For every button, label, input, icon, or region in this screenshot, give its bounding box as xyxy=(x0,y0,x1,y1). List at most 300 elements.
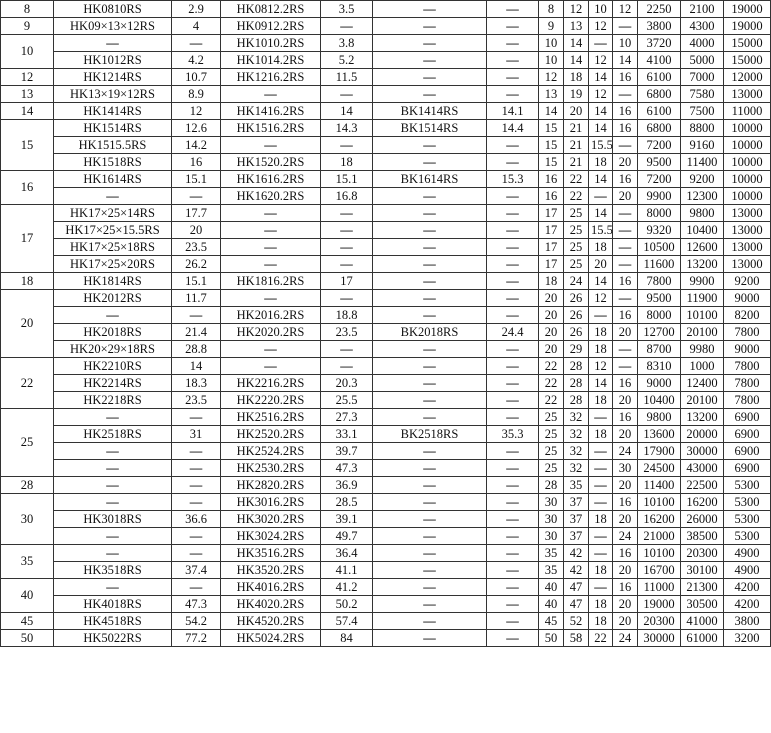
cell-outer-dia: 25 xyxy=(564,239,589,256)
cell-shaft-dia: 15 xyxy=(539,120,564,137)
cell-width-sealed: — xyxy=(613,222,638,239)
cell-drawn-cup-sealed: HK1616.2RS xyxy=(221,171,321,188)
cell-drawn-cup-sealed: HK2216.2RS xyxy=(221,375,321,392)
cell-dynamic-load: 9500 xyxy=(638,154,681,171)
cell-dynamic-load: 19000 xyxy=(638,596,681,613)
cell-width-open: 15.5 xyxy=(589,137,613,154)
cell-outer-dia: 29 xyxy=(564,341,589,358)
cell-mass-sealed: — xyxy=(321,18,373,35)
cell-width-open: — xyxy=(589,579,613,596)
cell-nominal-diameter: 45 xyxy=(1,613,54,630)
cell-shaft-dia: 8 xyxy=(539,1,564,18)
cell-static-load: 2100 xyxy=(681,1,724,18)
cell-dynamic-load: 16700 xyxy=(638,562,681,579)
table-row xyxy=(1,35,771,52)
cell-static-load: 9800 xyxy=(681,205,724,222)
cell-static-load: 13200 xyxy=(681,256,724,273)
cell-width-sealed: — xyxy=(613,18,638,35)
cell-nominal-diameter: 20 xyxy=(1,290,54,358)
cell-drawn-cup-sealed: HK2220.2RS xyxy=(221,392,321,409)
cell-drawn-cup-sealed: HK2530.2RS xyxy=(221,460,321,477)
cell-nominal-diameter: 50 xyxy=(1,630,54,647)
cell-mass-closed: 14.1 xyxy=(487,103,539,120)
cell-outer-dia: 32 xyxy=(564,409,589,426)
cell-limit-speed: 5300 xyxy=(724,494,771,511)
cell-dynamic-load: 6800 xyxy=(638,86,681,103)
cell-width-sealed: 20 xyxy=(613,613,638,630)
cell-closed-end: — xyxy=(373,511,487,528)
cell-limit-speed: 13000 xyxy=(724,256,771,273)
cell-mass-open: — xyxy=(172,494,221,511)
cell-mass-sealed: 41.1 xyxy=(321,562,373,579)
cell-closed-end: — xyxy=(373,460,487,477)
cell-width-open: 12 xyxy=(589,86,613,103)
cell-dynamic-load: 7800 xyxy=(638,273,681,290)
cell-closed-end: — xyxy=(373,290,487,307)
cell-mass-sealed: — xyxy=(321,222,373,239)
cell-shaft-dia: 17 xyxy=(539,256,564,273)
cell-static-load: 13200 xyxy=(681,409,724,426)
table-row xyxy=(1,205,771,222)
cell-closed-end: BK2518RS xyxy=(373,426,487,443)
cell-shaft-dia: 40 xyxy=(539,596,564,613)
cell-nominal-diameter: 14 xyxy=(1,103,54,120)
cell-limit-speed: 5300 xyxy=(724,511,771,528)
cell-mass-open: — xyxy=(172,307,221,324)
cell-mass-open: 23.5 xyxy=(172,392,221,409)
cell-mass-sealed: 50.2 xyxy=(321,596,373,613)
cell-closed-end: — xyxy=(373,18,487,35)
cell-mass-closed: — xyxy=(487,630,539,647)
cell-static-load: 7000 xyxy=(681,69,724,86)
cell-closed-end: — xyxy=(373,188,487,205)
cell-drawn-cup-sealed: HK4020.2RS xyxy=(221,596,321,613)
cell-drawn-cup-sealed: — xyxy=(221,86,321,103)
cell-mass-sealed: — xyxy=(321,256,373,273)
cell-closed-end: BK1514RS xyxy=(373,120,487,137)
cell-mass-closed: — xyxy=(487,511,539,528)
cell-mass-open: — xyxy=(172,579,221,596)
cell-width-sealed: 16 xyxy=(613,494,638,511)
cell-limit-speed: 10000 xyxy=(724,171,771,188)
cell-drawn-cup-sealed: HK1816.2RS xyxy=(221,273,321,290)
table-row xyxy=(1,239,771,256)
cell-mass-sealed: 23.5 xyxy=(321,324,373,341)
cell-drawn-cup-sealed: HK0912.2RS xyxy=(221,18,321,35)
cell-drawn-cup-sealed: HK2820.2RS xyxy=(221,477,321,494)
cell-width-sealed: 16 xyxy=(613,545,638,562)
cell-drawn-cup-sealed: HK1010.2RS xyxy=(221,35,321,52)
cell-static-load: 30100 xyxy=(681,562,724,579)
cell-shaft-dia: 28 xyxy=(539,477,564,494)
cell-static-load: 11900 xyxy=(681,290,724,307)
cell-mass-open: 47.3 xyxy=(172,596,221,613)
cell-static-load: 20100 xyxy=(681,324,724,341)
cell-mass-open: 23.5 xyxy=(172,239,221,256)
cell-outer-dia: 20 xyxy=(564,103,589,120)
table-row xyxy=(1,1,771,18)
table-row xyxy=(1,409,771,426)
table-row xyxy=(1,86,771,103)
cell-closed-end: — xyxy=(373,409,487,426)
cell-outer-dia: 32 xyxy=(564,426,589,443)
cell-limit-speed: 4900 xyxy=(724,562,771,579)
table-row xyxy=(1,358,771,375)
cell-mass-open: 12 xyxy=(172,103,221,120)
cell-width-open: 18 xyxy=(589,392,613,409)
cell-mass-open: 36.6 xyxy=(172,511,221,528)
cell-nominal-diameter: 25 xyxy=(1,409,54,477)
cell-width-open: 22 xyxy=(589,630,613,647)
cell-outer-dia: 22 xyxy=(564,171,589,188)
cell-width-open: 18 xyxy=(589,239,613,256)
cell-closed-end: — xyxy=(373,630,487,647)
cell-closed-end: BK1614RS xyxy=(373,171,487,188)
cell-outer-dia: 32 xyxy=(564,460,589,477)
cell-drawn-cup-sealed: HK3024.2RS xyxy=(221,528,321,545)
cell-mass-sealed: 39.7 xyxy=(321,443,373,460)
cell-width-open: — xyxy=(589,528,613,545)
cell-dynamic-load: 13600 xyxy=(638,426,681,443)
cell-mass-sealed: 47.3 xyxy=(321,460,373,477)
cell-width-sealed: 16 xyxy=(613,409,638,426)
cell-mass-closed: — xyxy=(487,494,539,511)
cell-width-sealed: 16 xyxy=(613,120,638,137)
cell-limit-speed: 13000 xyxy=(724,205,771,222)
cell-width-open: 10 xyxy=(589,1,613,18)
cell-outer-dia: 25 xyxy=(564,205,589,222)
cell-static-load: 10400 xyxy=(681,222,724,239)
cell-drawn-cup-open-end: HK2214RS xyxy=(54,375,172,392)
cell-limit-speed: 7800 xyxy=(724,392,771,409)
cell-drawn-cup-sealed: — xyxy=(221,239,321,256)
cell-width-sealed: 20 xyxy=(613,154,638,171)
cell-mass-closed: — xyxy=(487,596,539,613)
table-row xyxy=(1,562,771,579)
cell-drawn-cup-open-end: HK3018RS xyxy=(54,511,172,528)
cell-mass-open: — xyxy=(172,443,221,460)
cell-drawn-cup-sealed: HK0812.2RS xyxy=(221,1,321,18)
cell-static-load: 20000 xyxy=(681,426,724,443)
cell-limit-speed: 6900 xyxy=(724,460,771,477)
cell-width-open: 12 xyxy=(589,290,613,307)
cell-nominal-diameter: 28 xyxy=(1,477,54,494)
cell-width-sealed: 20 xyxy=(613,392,638,409)
cell-mass-closed: — xyxy=(487,460,539,477)
cell-shaft-dia: 30 xyxy=(539,528,564,545)
table-row xyxy=(1,307,771,324)
table-row xyxy=(1,511,771,528)
table-row xyxy=(1,375,771,392)
cell-width-sealed: 20 xyxy=(613,511,638,528)
cell-dynamic-load: 10100 xyxy=(638,545,681,562)
cell-width-sealed: 24 xyxy=(613,528,638,545)
table-row xyxy=(1,171,771,188)
cell-outer-dia: 21 xyxy=(564,154,589,171)
cell-outer-dia: 32 xyxy=(564,443,589,460)
cell-drawn-cup-open-end: HK2012RS xyxy=(54,290,172,307)
cell-mass-open: 15.1 xyxy=(172,273,221,290)
cell-width-open: 18 xyxy=(589,613,613,630)
cell-mass-open: 10.7 xyxy=(172,69,221,86)
cell-width-open: 15.5 xyxy=(589,222,613,239)
cell-width-sealed: 16 xyxy=(613,273,638,290)
cell-mass-open: 8.9 xyxy=(172,86,221,103)
cell-closed-end: BK1414RS xyxy=(373,103,487,120)
cell-closed-end: — xyxy=(373,35,487,52)
cell-static-load: 43000 xyxy=(681,460,724,477)
cell-drawn-cup-open-end: HK20×29×18RS xyxy=(54,341,172,358)
cell-shaft-dia: 20 xyxy=(539,324,564,341)
cell-closed-end: — xyxy=(373,579,487,596)
cell-width-open: 18 xyxy=(589,511,613,528)
cell-mass-closed: — xyxy=(487,409,539,426)
cell-static-load: 9980 xyxy=(681,341,724,358)
table-row xyxy=(1,579,771,596)
cell-closed-end: — xyxy=(373,375,487,392)
cell-mass-closed: — xyxy=(487,477,539,494)
cell-closed-end: — xyxy=(373,477,487,494)
cell-mass-closed: — xyxy=(487,392,539,409)
cell-width-open: 12 xyxy=(589,52,613,69)
cell-limit-speed: 5300 xyxy=(724,528,771,545)
cell-width-sealed: 10 xyxy=(613,35,638,52)
cell-drawn-cup-sealed: HK3016.2RS xyxy=(221,494,321,511)
cell-limit-speed: 10000 xyxy=(724,120,771,137)
cell-limit-speed: 19000 xyxy=(724,18,771,35)
cell-drawn-cup-open-end: HK4018RS xyxy=(54,596,172,613)
cell-outer-dia: 47 xyxy=(564,579,589,596)
cell-static-load: 20100 xyxy=(681,392,724,409)
cell-shaft-dia: 17 xyxy=(539,205,564,222)
cell-limit-speed: 9000 xyxy=(724,341,771,358)
cell-mass-open: — xyxy=(172,35,221,52)
cell-nominal-diameter: 13 xyxy=(1,86,54,103)
cell-dynamic-load: 11400 xyxy=(638,477,681,494)
cell-static-load: 61000 xyxy=(681,630,724,647)
cell-dynamic-load: 9000 xyxy=(638,375,681,392)
cell-width-open: 14 xyxy=(589,120,613,137)
cell-outer-dia: 26 xyxy=(564,307,589,324)
cell-width-open: — xyxy=(589,545,613,562)
cell-mass-sealed: 36.9 xyxy=(321,477,373,494)
cell-drawn-cup-sealed: HK1216.2RS xyxy=(221,69,321,86)
cell-drawn-cup-open-end: HK4518RS xyxy=(54,613,172,630)
cell-static-load: 9200 xyxy=(681,171,724,188)
cell-width-sealed: 20 xyxy=(613,188,638,205)
cell-width-sealed: — xyxy=(613,341,638,358)
cell-shaft-dia: 18 xyxy=(539,273,564,290)
cell-drawn-cup-open-end: HK2218RS xyxy=(54,392,172,409)
cell-width-open: 18 xyxy=(589,562,613,579)
cell-limit-speed: 4900 xyxy=(724,545,771,562)
cell-mass-closed: — xyxy=(487,545,539,562)
cell-shaft-dia: 16 xyxy=(539,188,564,205)
cell-shaft-dia: 12 xyxy=(539,69,564,86)
cell-mass-open: 20 xyxy=(172,222,221,239)
cell-shaft-dia: 16 xyxy=(539,171,564,188)
cell-dynamic-load: 10400 xyxy=(638,392,681,409)
cell-mass-closed: — xyxy=(487,35,539,52)
cell-mass-open: 37.4 xyxy=(172,562,221,579)
cell-mass-sealed: 3.8 xyxy=(321,35,373,52)
cell-closed-end: BK2018RS xyxy=(373,324,487,341)
cell-mass-open: 54.2 xyxy=(172,613,221,630)
cell-width-open: 18 xyxy=(589,426,613,443)
table-row xyxy=(1,596,771,613)
cell-closed-end: — xyxy=(373,52,487,69)
cell-outer-dia: 21 xyxy=(564,120,589,137)
cell-mass-sealed: 16.8 xyxy=(321,188,373,205)
cell-drawn-cup-sealed: — xyxy=(221,137,321,154)
cell-drawn-cup-sealed: HK4520.2RS xyxy=(221,613,321,630)
cell-width-open: 12 xyxy=(589,358,613,375)
cell-width-open: 14 xyxy=(589,375,613,392)
cell-dynamic-load: 9900 xyxy=(638,188,681,205)
cell-outer-dia: 13 xyxy=(564,18,589,35)
cell-width-sealed: 20 xyxy=(613,324,638,341)
cell-mass-closed: — xyxy=(487,579,539,596)
cell-drawn-cup-sealed: — xyxy=(221,205,321,222)
cell-mass-closed: — xyxy=(487,69,539,86)
cell-width-open: 20 xyxy=(589,256,613,273)
table-row xyxy=(1,392,771,409)
cell-dynamic-load: 16200 xyxy=(638,511,681,528)
cell-static-load: 7500 xyxy=(681,103,724,120)
table-row xyxy=(1,341,771,358)
cell-limit-speed: 13000 xyxy=(724,222,771,239)
cell-width-open: — xyxy=(589,188,613,205)
cell-mass-sealed: 27.3 xyxy=(321,409,373,426)
table-row xyxy=(1,460,771,477)
cell-outer-dia: 28 xyxy=(564,392,589,409)
cell-mass-sealed: 14.3 xyxy=(321,120,373,137)
cell-mass-closed: 15.3 xyxy=(487,171,539,188)
cell-outer-dia: 26 xyxy=(564,290,589,307)
cell-shaft-dia: 15 xyxy=(539,154,564,171)
cell-shaft-dia: 20 xyxy=(539,307,564,324)
cell-static-load: 8800 xyxy=(681,120,724,137)
cell-width-sealed: 16 xyxy=(613,171,638,188)
cell-dynamic-load: 30000 xyxy=(638,630,681,647)
cell-mass-open: — xyxy=(172,545,221,562)
cell-static-load: 9900 xyxy=(681,273,724,290)
cell-limit-speed: 5300 xyxy=(724,477,771,494)
cell-outer-dia: 58 xyxy=(564,630,589,647)
cell-limit-speed: 7800 xyxy=(724,324,771,341)
cell-dynamic-load: 21000 xyxy=(638,528,681,545)
cell-shaft-dia: 25 xyxy=(539,426,564,443)
cell-nominal-diameter: 22 xyxy=(1,358,54,409)
cell-drawn-cup-open-end: HK1814RS xyxy=(54,273,172,290)
cell-dynamic-load: 20300 xyxy=(638,613,681,630)
cell-mass-sealed: 11.5 xyxy=(321,69,373,86)
cell-outer-dia: 19 xyxy=(564,86,589,103)
cell-shaft-dia: 22 xyxy=(539,392,564,409)
cell-drawn-cup-sealed: — xyxy=(221,222,321,239)
cell-dynamic-load: 9320 xyxy=(638,222,681,239)
cell-dynamic-load: 8310 xyxy=(638,358,681,375)
cell-mass-closed: — xyxy=(487,188,539,205)
cell-mass-open: 14 xyxy=(172,358,221,375)
cell-mass-open: 12.6 xyxy=(172,120,221,137)
cell-width-open: 18 xyxy=(589,324,613,341)
cell-width-sealed: 16 xyxy=(613,307,638,324)
cell-mass-open: — xyxy=(172,477,221,494)
cell-drawn-cup-sealed: HK4016.2RS xyxy=(221,579,321,596)
cell-mass-sealed: 15.1 xyxy=(321,171,373,188)
cell-drawn-cup-open-end: HK5022RS xyxy=(54,630,172,647)
cell-width-open: 14 xyxy=(589,205,613,222)
cell-mass-sealed: — xyxy=(321,358,373,375)
cell-dynamic-load: 8000 xyxy=(638,307,681,324)
cell-drawn-cup-open-end: HK1012RS xyxy=(54,52,172,69)
cell-closed-end: — xyxy=(373,239,487,256)
cell-dynamic-load: 10500 xyxy=(638,239,681,256)
cell-drawn-cup-sealed: HK2520.2RS xyxy=(221,426,321,443)
cell-dynamic-load: 9500 xyxy=(638,290,681,307)
cell-nominal-diameter: 8 xyxy=(1,1,54,18)
cell-mass-sealed: — xyxy=(321,205,373,222)
cell-mass-closed: — xyxy=(487,239,539,256)
cell-shaft-dia: 22 xyxy=(539,375,564,392)
cell-width-sealed: 20 xyxy=(613,596,638,613)
cell-dynamic-load: 12700 xyxy=(638,324,681,341)
cell-static-load: 22500 xyxy=(681,477,724,494)
cell-shaft-dia: 25 xyxy=(539,409,564,426)
cell-width-sealed: 24 xyxy=(613,443,638,460)
cell-width-sealed: 16 xyxy=(613,103,638,120)
table-row xyxy=(1,443,771,460)
cell-mass-sealed: — xyxy=(321,239,373,256)
cell-drawn-cup-open-end: HK1518RS xyxy=(54,154,172,171)
cell-static-load: 30500 xyxy=(681,596,724,613)
cell-outer-dia: 21 xyxy=(564,137,589,154)
cell-closed-end: — xyxy=(373,154,487,171)
cell-width-sealed: — xyxy=(613,239,638,256)
cell-static-load: 7580 xyxy=(681,86,724,103)
table-row xyxy=(1,477,771,494)
cell-width-open: — xyxy=(589,460,613,477)
cell-shaft-dia: 14 xyxy=(539,103,564,120)
cell-drawn-cup-sealed: HK2016.2RS xyxy=(221,307,321,324)
cell-shaft-dia: 25 xyxy=(539,443,564,460)
cell-mass-open: 18.3 xyxy=(172,375,221,392)
cell-drawn-cup-sealed: HK1014.2RS xyxy=(221,52,321,69)
cell-drawn-cup-open-end: — xyxy=(54,460,172,477)
cell-drawn-cup-open-end: HK1515.5RS xyxy=(54,137,172,154)
cell-shaft-dia: 20 xyxy=(539,290,564,307)
cell-closed-end: — xyxy=(373,222,487,239)
cell-outer-dia: 28 xyxy=(564,358,589,375)
cell-width-sealed: — xyxy=(613,86,638,103)
cell-drawn-cup-open-end: HK1614RS xyxy=(54,171,172,188)
cell-mass-closed: — xyxy=(487,86,539,103)
cell-mass-closed: — xyxy=(487,205,539,222)
cell-outer-dia: 26 xyxy=(564,324,589,341)
cell-closed-end: — xyxy=(373,69,487,86)
cell-limit-speed: 3200 xyxy=(724,630,771,647)
table-row xyxy=(1,256,771,273)
cell-drawn-cup-open-end: — xyxy=(54,307,172,324)
cell-shaft-dia: 30 xyxy=(539,511,564,528)
cell-limit-speed: 3800 xyxy=(724,613,771,630)
cell-limit-speed: 13000 xyxy=(724,239,771,256)
cell-static-load: 11400 xyxy=(681,154,724,171)
cell-static-load: 30000 xyxy=(681,443,724,460)
cell-mass-sealed: 57.4 xyxy=(321,613,373,630)
cell-limit-speed: 15000 xyxy=(724,35,771,52)
